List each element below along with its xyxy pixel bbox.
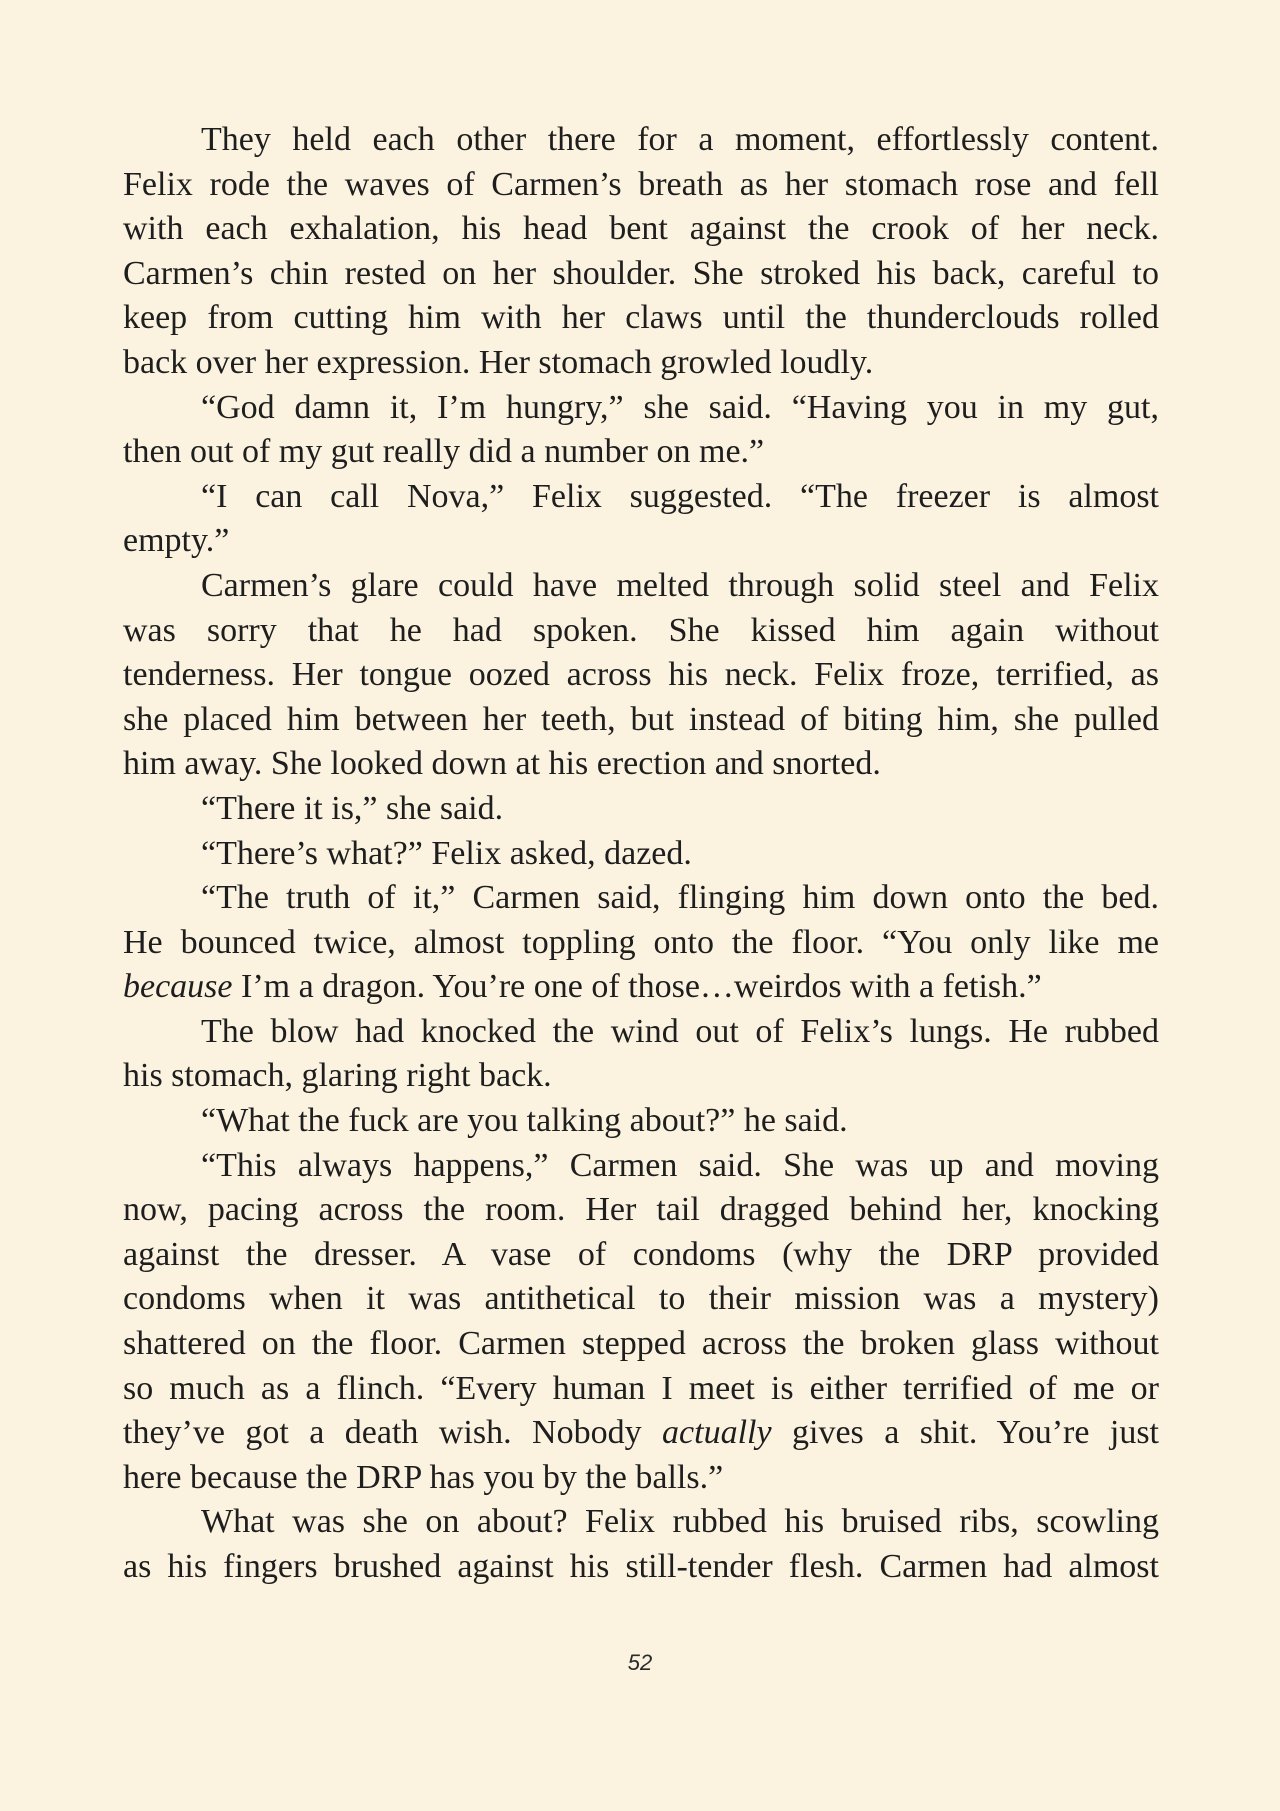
text-line: him away. She looked down at his erection and snorted.	[123, 745, 881, 783]
text-line: He bounced twice, almost toppling onto the floor. “You only like me	[123, 923, 1159, 961]
text-line: They held each other there for a moment, effortlessly content.	[201, 121, 1159, 158]
emphasis-text: actually	[662, 1414, 772, 1452]
text-line: so much as a flinch. “Every human I meet is either terrified of me or	[123, 1369, 1159, 1407]
text-line: shattered on the floor. Carmen stepped across the broken glass without	[123, 1325, 1159, 1363]
text-line: Felix rode the waves of Carmen’s breath as her stomach rose and fell	[123, 165, 1159, 203]
text-line: against the dresser. A vase of condoms (why the DRP provided	[123, 1235, 1159, 1273]
text-line: Carmen’s glare could have melted through solid steel and Felix	[201, 566, 1159, 604]
text-line: “God damn it, I’m hungry,” she said. “Having you in my gut,	[201, 388, 1159, 426]
text-line	[123, 965, 1159, 1010]
text-line: “What the fuck are you talking about?” he said.	[201, 1102, 848, 1140]
text-line	[123, 1411, 1159, 1456]
text-line: was sorry that he had spoken. She kissed him again without	[123, 611, 1159, 649]
text-line: back over her expression. Her stomach growled loudly.	[123, 343, 874, 381]
text-line: then out of my gut really did a number on me.”	[123, 433, 765, 471]
text-line: The blow had knocked the wind out of Felix’s lungs. He rubbed	[201, 1012, 1159, 1050]
line-text: gives a shit. You’re just	[771, 1414, 1160, 1452]
text-line: “The truth of it,” Carmen said, flinging him down onto the bed.	[201, 879, 1159, 917]
text-line: tenderness. Her tongue oozed across his neck. Felix froze, terrified, as	[123, 656, 1159, 694]
text-line: Carmen’s chin rested on her shoulder. She stroked his back, careful to	[123, 254, 1159, 292]
line-text: I’m a dragon. You’re one of those…weirdos with a fetish.”	[232, 968, 1042, 1006]
line-text: they’ve got a death wish. Nobody	[123, 1414, 663, 1452]
text-line: “This always happens,” Carmen said. She was up and moving	[201, 1146, 1159, 1184]
page-number: 52	[627, 1650, 653, 1675]
text-line: here because the DRP has you by the balls.”	[123, 1458, 724, 1496]
text-line: with each exhalation, his head bent against the crook of her neck.	[123, 210, 1159, 248]
text-line: now, pacing across the room. Her tail dragged behind her, knocking	[123, 1191, 1159, 1229]
text-line: she placed him between her teeth, but instead of biting him, she pulled	[123, 700, 1159, 738]
text-line: “There’s what?” Felix asked, dazed.	[201, 834, 692, 872]
text-line: “There it is,” she said.	[201, 789, 504, 827]
text-line: empty.”	[123, 522, 230, 560]
text-line: his stomach, glaring right back.	[123, 1057, 552, 1095]
emphasis-text: because	[123, 968, 233, 1006]
text-line: as his fingers brushed against his still-tender flesh. Carmen had almost	[123, 1548, 1159, 1585]
text-line: condoms when it was antithetical to their mission was a mystery)	[123, 1280, 1159, 1318]
text-line: What was she on about? Felix rubbed his bruised ribs, scowling	[201, 1503, 1159, 1541]
text-line: “I can call Nova,” Felix suggested. “The freezer is almost	[201, 477, 1159, 515]
body-text	[123, 118, 1159, 1590]
text-line: keep from cutting him with her claws until the thunderclouds rolled	[123, 299, 1159, 337]
